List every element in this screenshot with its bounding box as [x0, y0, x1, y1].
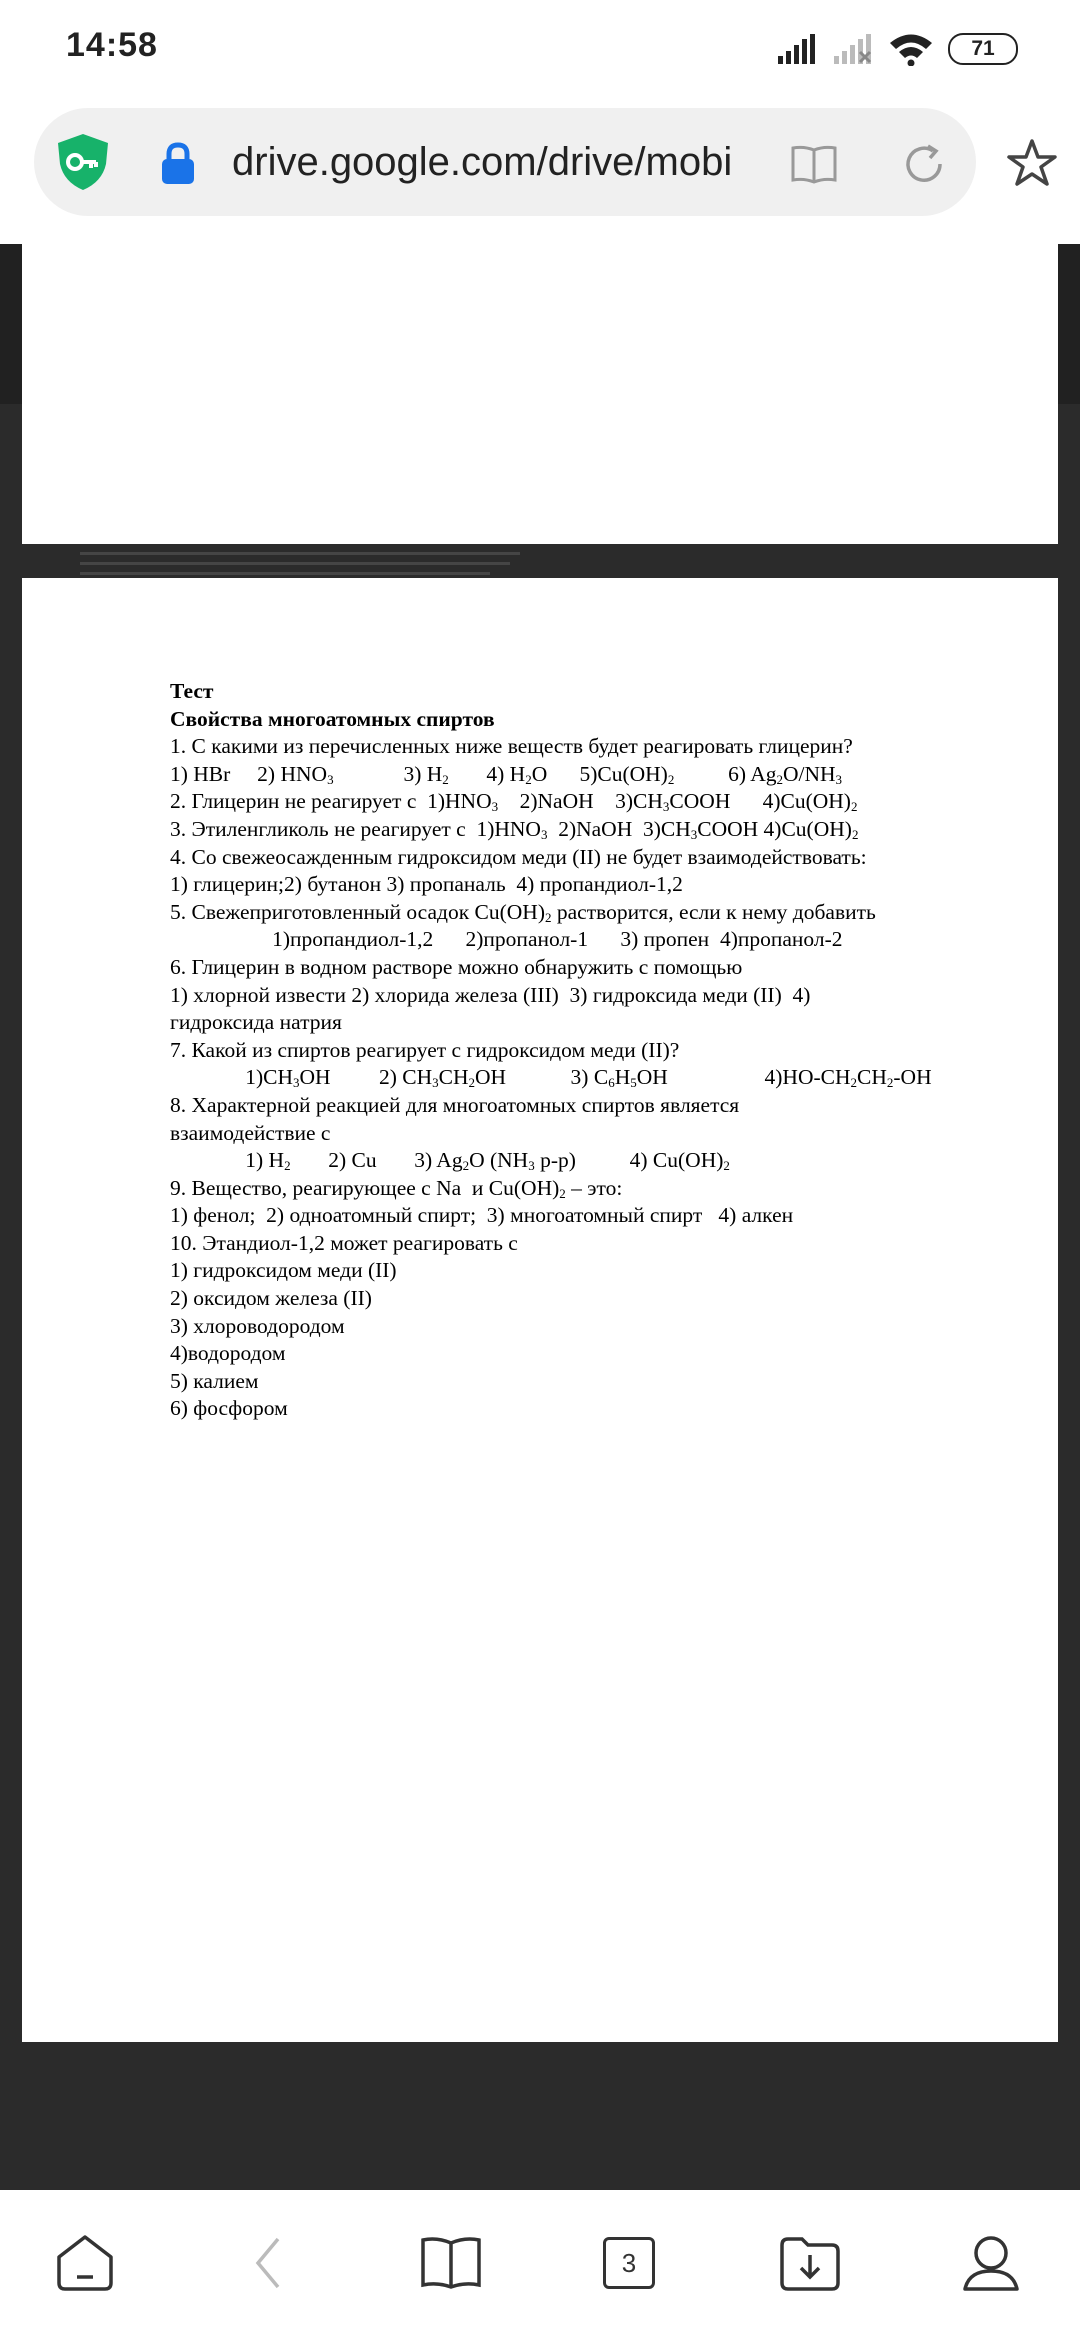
document-line: 1) фенол; 2) одноатомный спирт; 3) многоатомный спирт 4) алкен	[170, 1203, 794, 1228]
back-icon	[248, 2233, 288, 2293]
document-line: 1) хлорной извести 2) хлорида железа (III) 3) гидроксида меди (II) 4)	[170, 982, 811, 1007]
tabs-button[interactable]	[594, 2228, 664, 2298]
document-line: 3. Этиленгликоль не реагирует с $1)HNO_3$ 2)NaOH $3)CH_3COOH$ $4)Cu(OH)_2$	[170, 816, 859, 842]
bookmark-star-icon[interactable]	[1006, 138, 1058, 188]
document-line: 2. Глицерин не реагирует с $1)HNO_3$ 2)NaOH $3)CH_3COOH$ $4)Cu(OH)_2$	[170, 789, 858, 815]
back-button[interactable]	[233, 2228, 303, 2298]
page-bleed-text	[80, 548, 540, 578]
document-line: 1) гидроксидом меди (II)	[170, 1258, 397, 1283]
document-line: 6. Глицерин в водном растворе можно обнаружить с помощью	[170, 954, 743, 979]
bottom-navigation	[0, 2190, 1080, 2340]
document-line: 1. С какими из перечисленных ниже веществ будет реагировать глицерин?	[170, 734, 853, 759]
battery-icon: 71	[948, 33, 1018, 65]
document-heading: Тест	[170, 679, 214, 703]
document-line: гидроксида натрия	[170, 1010, 342, 1035]
wifi-icon	[888, 32, 934, 66]
reader-mode-icon[interactable]	[790, 144, 838, 184]
document-line: взаимодействие с	[170, 1120, 331, 1145]
home-icon	[53, 2231, 117, 2295]
lock-icon	[160, 142, 196, 186]
document-line: 9. Вещество, реагирующее с Na и $Cu(OH)_2$ – это:	[170, 1175, 623, 1201]
document-line: 4)водородом	[170, 1341, 286, 1366]
status-time: 14:58	[66, 26, 158, 64]
document-line: 6) фосфором	[170, 1396, 288, 1421]
reload-icon[interactable]	[902, 142, 946, 186]
bookmarks-button[interactable]	[416, 2228, 486, 2298]
tabs-count: 3	[621, 2247, 637, 2278]
signal-secondary-icon	[834, 34, 876, 64]
document-line: 10. Этандиол-1,2 может реагировать с	[170, 1230, 518, 1255]
document-line: 4. Со свежеосажденным гидроксидом меди (II) не будет взаимодействовать:	[170, 844, 867, 869]
document-line: 7. Какой из спиртов реагирует с гидроксидом меди (II)?	[170, 1037, 680, 1062]
previous-page	[22, 244, 1058, 544]
document-text	[170, 678, 1000, 1423]
downloads-icon	[778, 2233, 842, 2293]
document-line: 1) HBr 2) $HNO_3$ 3) $H_2$ 4) $H_2O$ $5)Cu(OH)_2$ 6) $Ag_2O/NH_3$	[170, 761, 843, 787]
bookmarks-book-icon	[419, 2235, 483, 2291]
vpn-key-shield-icon[interactable]	[56, 132, 110, 192]
document-line: 1) $H_2$ 2) Cu 3) $Ag_2O$ ($NH_3$ р-р) 4) $Cu(OH)_2$	[170, 1148, 730, 1174]
document-line: 1) глицерин;2) бутанон 3) пропаналь 4) пропандиол-1,2	[170, 872, 683, 897]
document-line: 5) калием	[170, 1368, 259, 1393]
status-bar	[0, 0, 1080, 100]
signal-icon	[778, 34, 820, 64]
home-button[interactable]	[50, 2228, 120, 2298]
document-line: 8. Характерной реакцией для многоатомных спиртов является	[170, 1092, 740, 1117]
document-line: 5. Свежеприготовленный осадок $Cu(OH)_2$ растворится, если к нему добавить	[170, 899, 876, 925]
document-line: $1)CH_3OH$ 2) $CH_3CH_2OH$ 3) $C_6H_5OH$ $4)HO-CH_2CH_2-OH$	[170, 1065, 932, 1091]
url-text[interactable]: drive.google.com/drive/mobi	[232, 140, 733, 184]
document-line: 3) хлороводородом	[170, 1313, 345, 1338]
profile-icon	[959, 2231, 1023, 2295]
downloads-button[interactable]	[775, 2228, 845, 2298]
document-line: 2) оксидом железа (II)	[170, 1286, 372, 1311]
tabs-icon	[603, 2237, 655, 2289]
document-line: 1)пропандиол-1,2 2)пропанол-1 3) пропен 4)пропанол-2	[170, 927, 843, 952]
profile-button[interactable]	[956, 2228, 1026, 2298]
document-heading: Свойства многоатомных спиртов	[170, 706, 495, 731]
